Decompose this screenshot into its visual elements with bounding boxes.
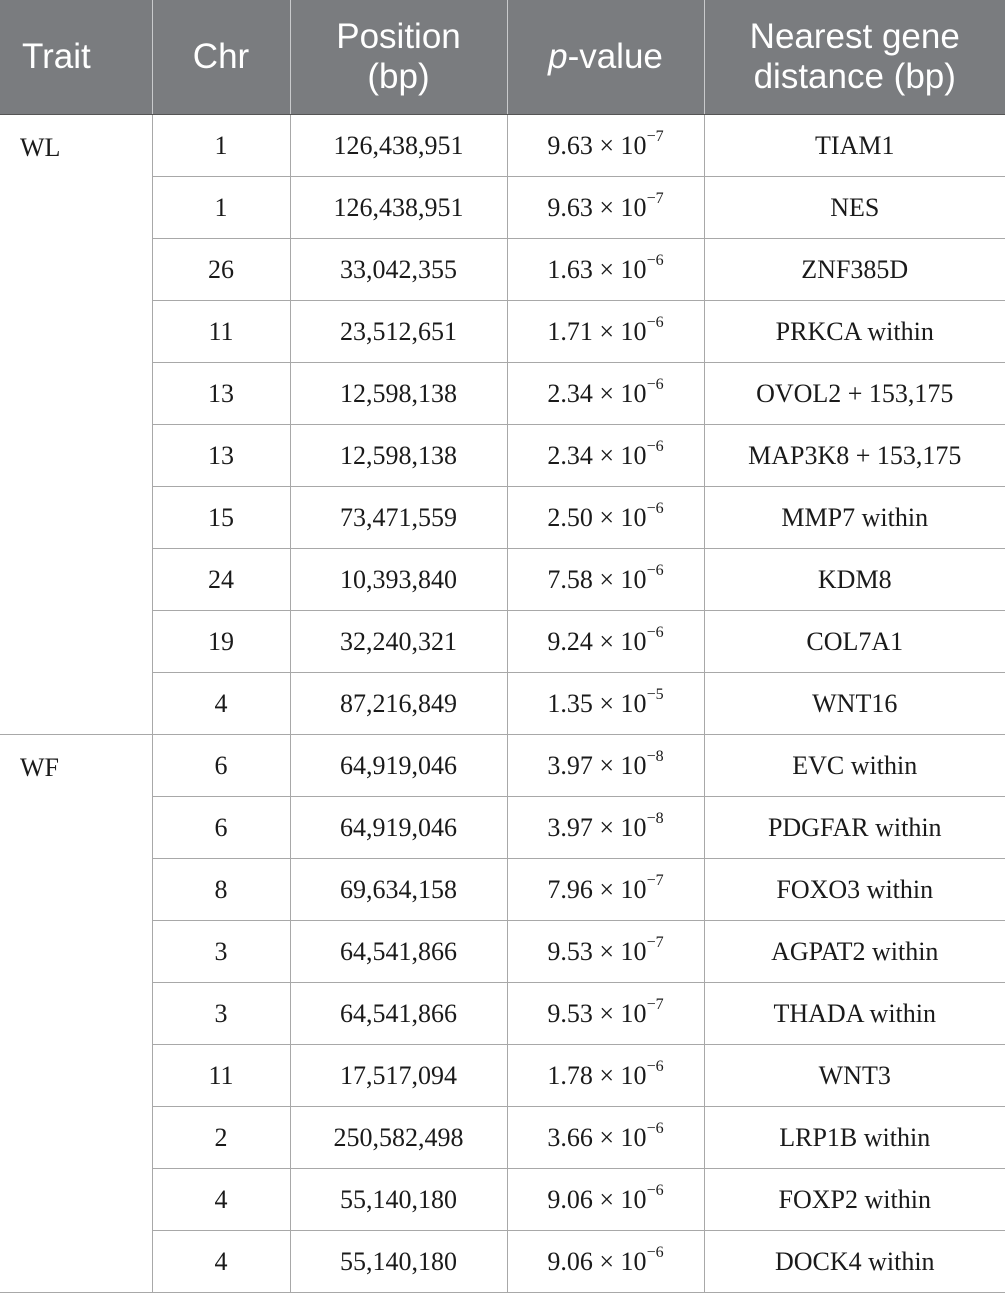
p-value-cell <box>507 425 704 487</box>
p-value-cell <box>507 487 704 549</box>
chr-cell: 4 <box>152 1169 290 1231</box>
p-value-mantissa: 3.66 × 10 <box>547 1122 647 1152</box>
p-value-mantissa: 7.58 × 10 <box>547 564 647 594</box>
chr-cell: 6 <box>152 735 290 797</box>
nearest-gene-cell: MAP3K8 + 153,175 <box>704 425 1005 487</box>
p-value-mantissa: 1.35 × 10 <box>547 688 647 718</box>
chr-cell: 11 <box>152 301 290 363</box>
p-value-exponent: −6 <box>646 1057 664 1075</box>
position-cell: 64,541,866 <box>290 921 507 983</box>
p-value-exponent: −6 <box>646 1243 664 1261</box>
p-value-cell <box>507 1169 704 1231</box>
nearest-gene-cell: DOCK4 within <box>704 1231 1005 1293</box>
chr-cell: 19 <box>152 611 290 673</box>
p-value-exponent: −6 <box>646 313 664 331</box>
p-value-cell <box>507 1231 704 1293</box>
position-cell: 32,240,321 <box>290 611 507 673</box>
p-value-cell <box>507 1107 704 1169</box>
chr-cell: 13 <box>152 363 290 425</box>
p-value-cell <box>507 115 704 177</box>
position-cell: 64,919,046 <box>290 797 507 859</box>
position-cell: 87,216,849 <box>290 673 507 735</box>
table-row <box>0 115 1005 177</box>
p-value-cell <box>507 859 704 921</box>
p-value-mantissa: 1.71 × 10 <box>547 316 647 346</box>
chr-cell: 4 <box>152 673 290 735</box>
chr-cell: 6 <box>152 797 290 859</box>
p-value-exponent: −6 <box>646 1119 664 1137</box>
nearest-gene-cell: LRP1B within <box>704 1107 1005 1169</box>
nearest-gene-cell: OVOL2 + 153,175 <box>704 363 1005 425</box>
p-value-cell <box>507 735 704 797</box>
chr-cell: 3 <box>152 983 290 1045</box>
p-value-mantissa: 2.34 × 10 <box>547 378 647 408</box>
chr-cell: 13 <box>152 425 290 487</box>
p-value-mantissa: 7.96 × 10 <box>547 874 647 904</box>
chr-cell: 3 <box>152 921 290 983</box>
header-chr: Chr <box>152 0 290 115</box>
nearest-gene-cell: WNT3 <box>704 1045 1005 1107</box>
p-value-mantissa: 3.97 × 10 <box>547 812 647 842</box>
p-value-exponent: −8 <box>646 809 664 827</box>
p-value-cell <box>507 1045 704 1107</box>
p-value-mantissa: 1.63 × 10 <box>547 254 647 284</box>
nearest-gene-cell: KDM8 <box>704 549 1005 611</box>
position-cell: 12,598,138 <box>290 425 507 487</box>
position-cell: 126,438,951 <box>290 177 507 239</box>
p-value-exponent: −7 <box>646 189 664 207</box>
p-value-exponent: −6 <box>646 623 664 641</box>
p-value-exponent: −6 <box>646 499 664 517</box>
position-cell: 55,140,180 <box>290 1231 507 1293</box>
nearest-gene-cell: THADA within <box>704 983 1005 1045</box>
p-value-exponent: −8 <box>646 747 664 765</box>
chr-cell: 1 <box>152 115 290 177</box>
nearest-gene-cell: WNT16 <box>704 673 1005 735</box>
p-value-mantissa: 9.53 × 10 <box>547 998 647 1028</box>
p-value-cell <box>507 239 704 301</box>
p-value-cell <box>507 673 704 735</box>
p-value-cell <box>507 921 704 983</box>
nearest-gene-cell: TIAM1 <box>704 115 1005 177</box>
chr-cell: 26 <box>152 239 290 301</box>
header-nearest-gene: Nearest gene distance (bp) <box>704 0 1005 115</box>
p-value-exponent: −6 <box>646 375 664 393</box>
p-value-cell <box>507 301 704 363</box>
p-value-exponent: −5 <box>646 685 664 703</box>
table-header <box>0 0 1005 115</box>
p-value-exponent: −6 <box>646 1181 664 1199</box>
position-cell: 250,582,498 <box>290 1107 507 1169</box>
position-cell: 126,438,951 <box>290 115 507 177</box>
p-value-mantissa: 9.63 × 10 <box>547 130 647 160</box>
nearest-gene-cell: ZNF385D <box>704 239 1005 301</box>
nearest-gene-cell: AGPAT2 within <box>704 921 1005 983</box>
header-position: Position (bp) <box>290 0 507 115</box>
position-cell: 64,919,046 <box>290 735 507 797</box>
p-value-mantissa: 9.06 × 10 <box>547 1246 647 1276</box>
p-value-mantissa: 9.06 × 10 <box>547 1184 647 1214</box>
p-value-cell <box>507 983 704 1045</box>
p-value-mantissa: 9.53 × 10 <box>547 936 647 966</box>
chr-cell: 8 <box>152 859 290 921</box>
nearest-gene-cell: COL7A1 <box>704 611 1005 673</box>
p-value-exponent: −7 <box>646 127 664 145</box>
nearest-gene-cell: FOXP2 within <box>704 1169 1005 1231</box>
p-value-mantissa: 2.34 × 10 <box>547 440 647 470</box>
position-cell: 10,393,840 <box>290 549 507 611</box>
p-value-mantissa: 2.50 × 10 <box>547 502 647 532</box>
position-cell: 55,140,180 <box>290 1169 507 1231</box>
chr-cell: 4 <box>152 1231 290 1293</box>
nearest-gene-cell: FOXO3 within <box>704 859 1005 921</box>
position-cell: 64,541,866 <box>290 983 507 1045</box>
p-value-exponent: −7 <box>646 871 664 889</box>
chr-cell: 1 <box>152 177 290 239</box>
nearest-gene-cell: MMP7 within <box>704 487 1005 549</box>
table-row <box>0 735 1005 797</box>
chr-cell: 11 <box>152 1045 290 1107</box>
nearest-gene-cell: PDGFAR within <box>704 797 1005 859</box>
trait-cell: WF <box>0 735 152 1293</box>
p-value-exponent: −7 <box>646 933 664 951</box>
p-value-mantissa: 9.63 × 10 <box>547 192 647 222</box>
position-cell: 73,471,559 <box>290 487 507 549</box>
chr-cell: 2 <box>152 1107 290 1169</box>
nearest-gene-cell: PRKCA within <box>704 301 1005 363</box>
p-value-cell <box>507 797 704 859</box>
header-p-value: p-value <box>507 0 704 115</box>
header-trait: Trait <box>0 0 152 115</box>
p-value-exponent: −7 <box>646 995 664 1013</box>
table-body <box>0 115 1005 1293</box>
p-value-exponent: −6 <box>646 437 664 455</box>
p-value-cell <box>507 549 704 611</box>
trait-cell: WL <box>0 115 152 735</box>
p-value-mantissa: 9.24 × 10 <box>547 626 647 656</box>
header-row <box>0 0 1005 115</box>
chr-cell: 15 <box>152 487 290 549</box>
nearest-gene-cell: EVC within <box>704 735 1005 797</box>
position-cell: 69,634,158 <box>290 859 507 921</box>
p-value-cell <box>507 177 704 239</box>
position-cell: 23,512,651 <box>290 301 507 363</box>
position-cell: 33,042,355 <box>290 239 507 301</box>
p-value-cell <box>507 363 704 425</box>
position-cell: 17,517,094 <box>290 1045 507 1107</box>
p-value-cell <box>507 611 704 673</box>
p-value-exponent: −6 <box>646 251 664 269</box>
chr-cell: 24 <box>152 549 290 611</box>
nearest-gene-cell: NES <box>704 177 1005 239</box>
p-value-mantissa: 1.78 × 10 <box>547 1060 647 1090</box>
p-value-exponent: −6 <box>646 561 664 579</box>
p-value-mantissa: 3.97 × 10 <box>547 750 647 780</box>
position-cell: 12,598,138 <box>290 363 507 425</box>
